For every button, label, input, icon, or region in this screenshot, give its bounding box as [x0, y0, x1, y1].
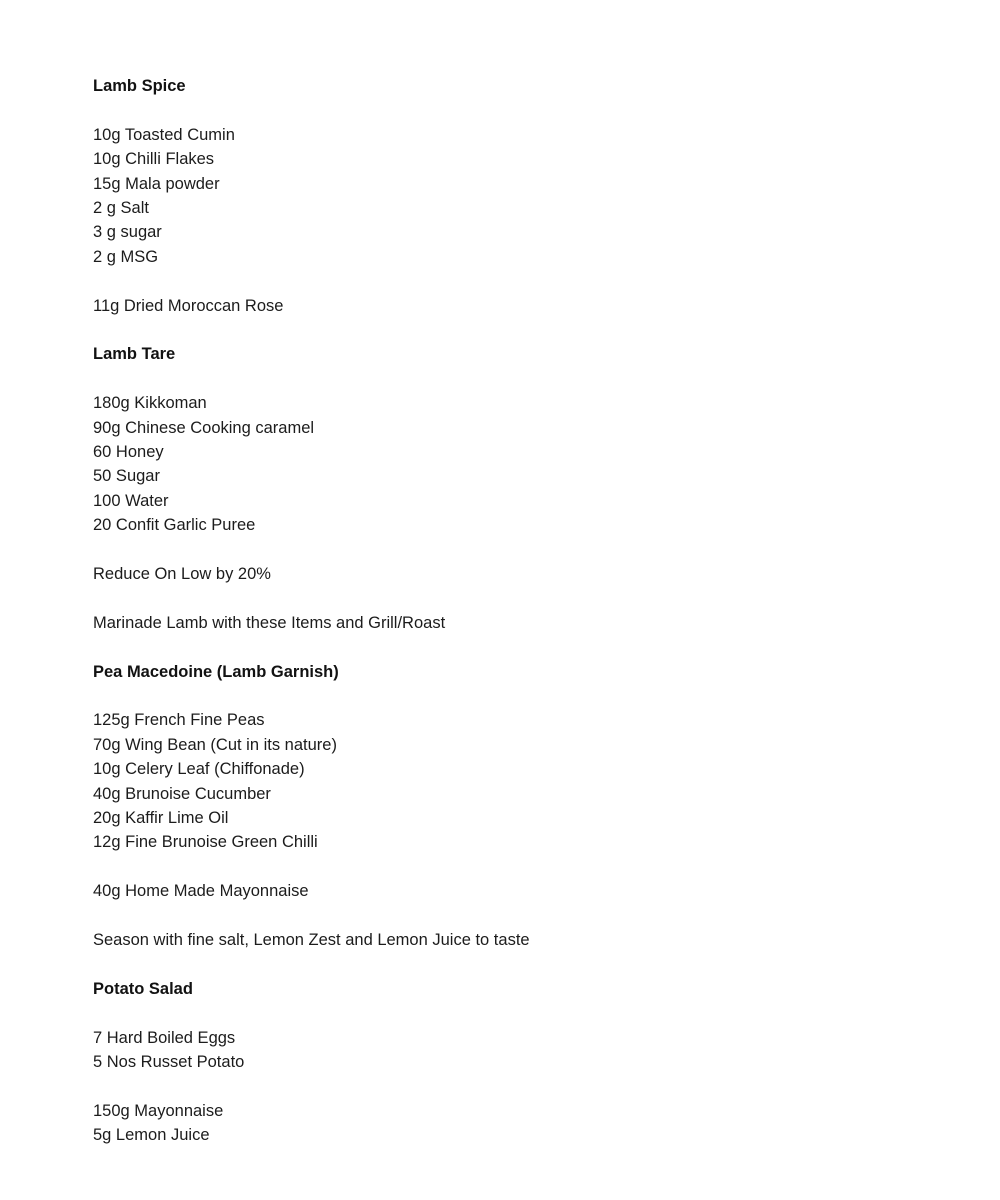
ingredient-line: 90g Chinese Cooking caramel: [93, 418, 315, 437]
ingredient-line: 20 Confit Garlic Puree: [93, 516, 256, 535]
ingredient-line: 100 Water: [93, 491, 169, 510]
ingredient-list-potato-salad: [93, 1026, 940, 1075]
ingredient-line: 50 Sugar: [93, 467, 160, 486]
ingredient-list-lamb-spice: [93, 123, 940, 269]
instruction-reduce: Reduce On Low by 20%: [93, 565, 271, 584]
ingredient-line: 3 g sugar: [93, 223, 162, 242]
ingredient-line: 12g Fine Brunoise Green Chilli: [93, 833, 318, 852]
ingredient-line: 7 Hard Boiled Eggs: [93, 1028, 236, 1047]
ingredient-line: 2 g MSG: [93, 247, 159, 266]
ingredient-line: 10g Chilli Flakes: [93, 150, 215, 169]
ingredient-line: 11g Dried Moroccan Rose: [93, 296, 284, 315]
instruction-marinade: Marinade Lamb with these Items and Grill/Roast: [93, 613, 446, 632]
ingredient-mayonnaise: 40g Home Made Mayonnaise: [93, 882, 309, 901]
ingredient-line: 15g Mala powder: [93, 174, 220, 193]
section-heading-lamb-spice: Lamb Spice: [93, 77, 186, 95]
ingredient-line: 5g Lemon Juice: [93, 1126, 210, 1145]
ingredient-line: 2 g Salt: [93, 199, 149, 218]
ingredient-line: 20g Kaffir Lime Oil: [93, 809, 229, 828]
ingredient-line: 10g Toasted Cumin: [93, 125, 235, 144]
ingredient-list-lamb-tare: [93, 391, 940, 537]
ingredient-line: 10g Celery Leaf (Chiffonade): [93, 760, 305, 779]
section-heading-potato-salad: Potato Salad: [93, 979, 193, 998]
ingredient-line: 180g Kikkoman: [93, 394, 207, 413]
ingredient-line: 150g Mayonnaise: [93, 1101, 224, 1120]
ingredient-line: 60 Honey: [93, 443, 164, 462]
ingredient-line: 70g Wing Bean (Cut in its nature): [93, 735, 337, 754]
ingredient-list-potato-salad-dressing: [93, 1099, 940, 1148]
ingredient-line: 5 Nos Russet Potato: [93, 1053, 245, 1072]
ingredient-list-moroccan-rose: [93, 294, 940, 318]
ingredient-line: 40g Brunoise Cucumber: [93, 784, 271, 803]
section-heading-pea-macedoine: Pea Macedoine (Lamb Garnish): [93, 662, 339, 681]
section-heading-lamb-tare: Lamb Tare: [93, 345, 176, 364]
instruction-season: Season with fine salt, Lemon Zest and Lemon Juice to taste: [93, 931, 530, 950]
ingredient-line: 125g French Fine Peas: [93, 711, 265, 730]
ingredient-list-pea-macedoine: [93, 708, 940, 854]
